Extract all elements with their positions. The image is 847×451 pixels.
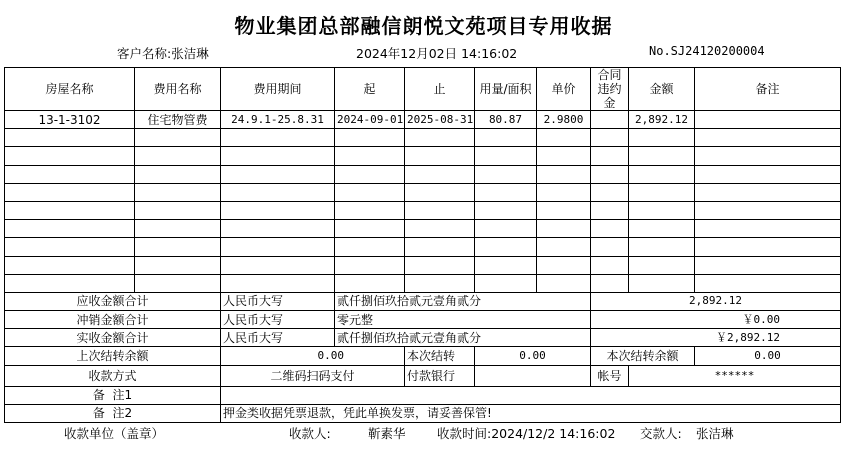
empty-cell <box>5 274 135 292</box>
remark1-text <box>221 386 841 404</box>
empty-cell <box>591 256 629 274</box>
amount-in-words: 零元整 <box>335 311 591 329</box>
empty-cell <box>221 220 335 238</box>
payment-method-label: 收款方式 <box>5 365 221 386</box>
rmb-label: 人民币大写 <box>221 329 335 347</box>
empty-cell <box>221 129 335 147</box>
collecting-unit: 收款单位（盖章） <box>64 426 165 441</box>
empty-cell <box>335 165 405 183</box>
empty-cell <box>135 274 221 292</box>
empty-cell <box>135 201 221 219</box>
empty-cell <box>405 165 475 183</box>
empty-cell <box>135 183 221 201</box>
this-carry-value: 0.00 <box>475 347 591 365</box>
total-row <box>5 311 841 329</box>
empty-cell <box>591 238 629 256</box>
empty-cell <box>135 129 221 147</box>
rmb-label: 人民币大写 <box>221 311 335 329</box>
empty-cell <box>695 256 841 274</box>
empty-row <box>5 129 841 147</box>
balance-row <box>5 347 841 365</box>
empty-cell <box>405 256 475 274</box>
remark1-label: 备 注1 <box>5 386 221 404</box>
payment-bank-value <box>475 365 591 386</box>
empty-cell <box>405 238 475 256</box>
empty-cell <box>695 201 841 219</box>
empty-cell <box>135 256 221 274</box>
empty-cell <box>695 274 841 292</box>
empty-cell <box>405 274 475 292</box>
empty-cell <box>629 165 695 183</box>
cell-price: 2.9800 <box>537 111 591 129</box>
empty-cell <box>591 129 629 147</box>
empty-cell <box>629 183 695 201</box>
cell-end: 2025-08-31 <box>405 111 475 129</box>
table-row <box>5 111 841 129</box>
receipt-title: 物业集团总部融信朗悦文苑项目专用收据 <box>234 14 613 38</box>
empty-cell <box>591 165 629 183</box>
empty-cell <box>135 147 221 165</box>
empty-cell <box>5 183 135 201</box>
empty-row <box>5 147 841 165</box>
empty-cell <box>591 201 629 219</box>
empty-cell <box>475 256 537 274</box>
customer-name: 客户名称:张洁琳 <box>117 46 209 61</box>
empty-row <box>5 201 841 219</box>
empty-cell <box>629 220 695 238</box>
empty-cell <box>591 274 629 292</box>
empty-row <box>5 256 841 274</box>
account-label: 帐号 <box>591 365 629 386</box>
payment-bank-label: 付款银行 <box>405 365 475 386</box>
empty-cell <box>221 183 335 201</box>
empty-cell <box>135 220 221 238</box>
total-label: 应收金额合计 <box>5 292 221 310</box>
cell-remark <box>695 111 841 129</box>
col-header-usage: 用量/面积 <box>475 68 537 111</box>
empty-cell <box>591 183 629 201</box>
receipt-date: 2024年12月02日 14:16:02 <box>356 46 518 61</box>
empty-cell <box>475 147 537 165</box>
empty-cell <box>405 183 475 201</box>
total-label: 实收金额合计 <box>5 329 221 347</box>
empty-cell <box>537 201 591 219</box>
empty-cell <box>537 129 591 147</box>
empty-cell <box>629 256 695 274</box>
col-header-remark: 备注 <box>695 68 841 111</box>
col-header-price: 单价 <box>537 68 591 111</box>
payer-label: 交款人: <box>640 426 682 441</box>
empty-cell <box>475 220 537 238</box>
empty-cell <box>537 183 591 201</box>
total-row <box>5 292 841 310</box>
payment-row <box>5 365 841 386</box>
empty-cell <box>695 129 841 147</box>
empty-cell <box>5 220 135 238</box>
empty-cell <box>221 256 335 274</box>
col-header-start: 起 <box>335 68 405 111</box>
empty-cell <box>335 274 405 292</box>
empty-cell <box>695 147 841 165</box>
account-value: ****** <box>629 365 841 386</box>
empty-cell <box>135 238 221 256</box>
col-header-fee-name: 费用名称 <box>135 68 221 111</box>
empty-cell <box>629 274 695 292</box>
empty-cell <box>695 220 841 238</box>
remark2-text: 押金类收据凭票退款，凭此单换发票，请妥善保管! <box>221 404 841 422</box>
amount-in-words: 贰仟捌佰玖拾贰元壹角贰分 <box>335 329 591 347</box>
total-amount: 2,892.12 <box>591 292 841 310</box>
empty-cell <box>5 129 135 147</box>
empty-cell <box>475 201 537 219</box>
cell-start: 2024-09-01 <box>335 111 405 129</box>
empty-cell <box>221 147 335 165</box>
empty-cell <box>475 238 537 256</box>
empty-cell <box>221 274 335 292</box>
last-balance-label: 上次结转余额 <box>5 347 221 365</box>
empty-cell <box>335 238 405 256</box>
total-amount: ￥2,892.12 <box>591 329 841 347</box>
empty-cell <box>537 256 591 274</box>
empty-cell <box>335 201 405 219</box>
empty-cell <box>221 165 335 183</box>
empty-cell <box>537 147 591 165</box>
this-balance-label: 本次结转余额 <box>591 347 695 365</box>
empty-cell <box>221 238 335 256</box>
total-row <box>5 329 841 347</box>
cell-house: 13-1-3102 <box>5 111 135 129</box>
empty-cell <box>475 165 537 183</box>
last-balance-value: 0.00 <box>221 347 405 365</box>
this-balance-value: 0.00 <box>695 347 841 365</box>
empty-cell <box>335 220 405 238</box>
empty-cell <box>537 274 591 292</box>
empty-cell <box>5 201 135 219</box>
total-label: 冲销金额合计 <box>5 311 221 329</box>
this-carry-label: 本次结转 <box>405 347 475 365</box>
empty-cell <box>5 256 135 274</box>
col-header-end: 止 <box>405 68 475 111</box>
remark-row <box>5 386 841 404</box>
empty-cell <box>537 165 591 183</box>
empty-row <box>5 238 841 256</box>
empty-cell <box>629 201 695 219</box>
remark2-label: 备 注2 <box>5 404 221 422</box>
receipt-table <box>4 67 841 423</box>
empty-cell <box>629 238 695 256</box>
col-header-period: 费用期间 <box>221 68 335 111</box>
receiver-label: 收款人: <box>289 426 331 441</box>
empty-cell <box>537 238 591 256</box>
collection-time: 收款时间:2024/12/2 14:16:02 <box>437 426 616 441</box>
payment-method-value: 二维码扫码支付 <box>221 365 405 386</box>
empty-cell <box>405 147 475 165</box>
empty-cell <box>221 201 335 219</box>
cell-amount: 2,892.12 <box>629 111 695 129</box>
empty-cell <box>475 183 537 201</box>
empty-cell <box>405 220 475 238</box>
cell-fee-name: 住宅物管费 <box>135 111 221 129</box>
empty-cell <box>335 129 405 147</box>
empty-cell <box>695 165 841 183</box>
amount-in-words: 贰仟捌佰玖拾贰元壹角贰分 <box>335 292 591 310</box>
empty-cell <box>5 147 135 165</box>
empty-cell <box>695 238 841 256</box>
empty-cell <box>629 147 695 165</box>
empty-cell <box>475 274 537 292</box>
col-header-penalty: 合同违约金 <box>591 68 629 111</box>
col-header-amount: 金额 <box>629 68 695 111</box>
empty-cell <box>537 220 591 238</box>
empty-cell <box>335 256 405 274</box>
empty-row <box>5 274 841 292</box>
empty-cell <box>135 165 221 183</box>
cell-penalty <box>591 111 629 129</box>
empty-row <box>5 220 841 238</box>
empty-cell <box>405 201 475 219</box>
total-amount: ￥0.00 <box>591 311 841 329</box>
empty-cell <box>335 183 405 201</box>
remark-row <box>5 404 841 422</box>
empty-cell <box>5 165 135 183</box>
empty-row <box>5 183 841 201</box>
receipt-number: No.SJ24120200004 <box>649 44 765 58</box>
empty-cell <box>335 147 405 165</box>
rmb-label: 人民币大写 <box>221 292 335 310</box>
empty-cell <box>5 238 135 256</box>
empty-cell <box>591 220 629 238</box>
cell-usage: 80.87 <box>475 111 537 129</box>
empty-cell <box>629 129 695 147</box>
header-row <box>5 68 841 111</box>
col-header-house: 房屋名称 <box>5 68 135 111</box>
empty-cell <box>475 129 537 147</box>
empty-cell <box>695 183 841 201</box>
payer-name: 张洁琳 <box>696 426 734 441</box>
cell-period: 24.9.1-25.8.31 <box>221 111 335 129</box>
empty-cell <box>405 129 475 147</box>
receiver-name: 靳素华 <box>368 426 406 441</box>
empty-cell <box>591 147 629 165</box>
empty-row <box>5 165 841 183</box>
